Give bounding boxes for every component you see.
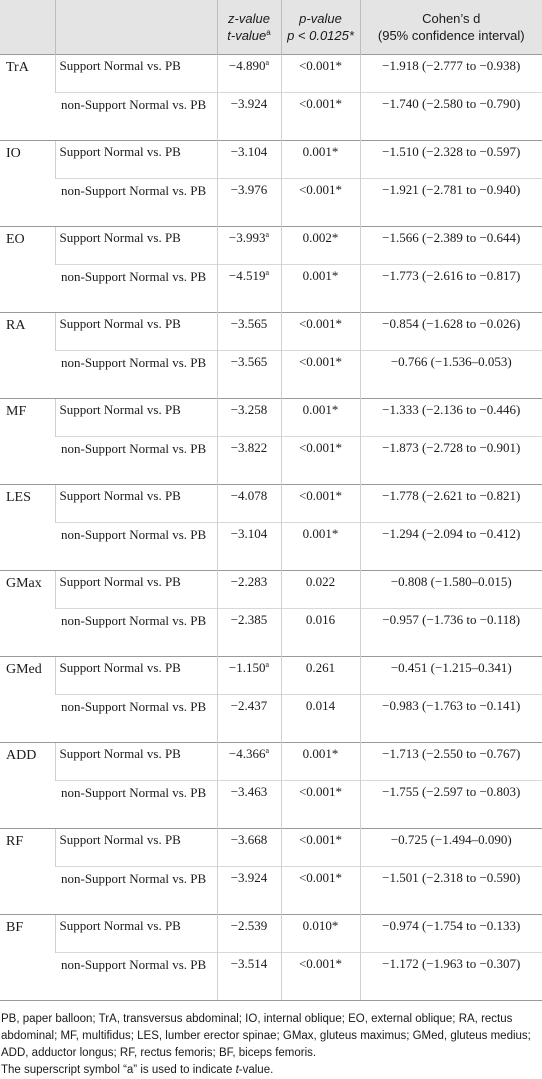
comparison-cell: non-Support Normal vs. PB — [55, 953, 217, 1001]
abbreviations-note: PB, paper balloon; TrA, transversus abdominal; IO, internal oblique; EO, external oblique; RA, rectus abdominal; MF, multifidus; LES, lumber erector spinae; GMax, gluteus maximus; GMed, gluteus medius; ADD, adductor longus; RF, rectus femoris; BF, biceps femoris. — [1, 1013, 531, 1059]
z-t-value-cell — [217, 695, 281, 743]
p-value-cell: 0.261 — [281, 657, 360, 695]
z-t-value-cell — [217, 227, 281, 265]
t-value-sup: a — [265, 660, 270, 669]
table-row — [0, 485, 542, 523]
header-z-t-value — [217, 0, 281, 55]
header-p-value-label: p-value — [299, 11, 342, 26]
comparison-cell: Support Normal vs. PB — [55, 829, 217, 867]
cohens-d-cell: −1.566 (−2.389 to −0.644) — [360, 227, 542, 265]
p-value-cell: 0.014 — [281, 695, 360, 743]
comparison-cell: non-Support Normal vs. PB — [55, 523, 217, 571]
table-row — [0, 657, 542, 695]
comparison-cell: non-Support Normal vs. PB — [55, 265, 217, 313]
z-t-value: −3.514 — [230, 956, 268, 971]
muscle-cell: IO — [0, 141, 55, 227]
table-body — [0, 55, 542, 1001]
header-comparison — [55, 0, 217, 55]
p-value-cell: <0.001* — [281, 313, 360, 351]
z-t-value-cell — [217, 55, 281, 93]
comparison-cell: Support Normal vs. PB — [55, 915, 217, 953]
z-t-value-cell — [217, 867, 281, 915]
z-t-value-cell — [217, 953, 281, 1001]
p-value-cell: 0.001* — [281, 265, 360, 313]
cohens-d-cell: −0.974 (−1.754 to −0.133) — [360, 915, 542, 953]
z-t-value: −3.924 — [230, 870, 268, 885]
z-t-value-cell — [217, 781, 281, 829]
cohens-d-cell: −1.873 (−2.728 to −0.901) — [360, 437, 542, 485]
p-value-cell: 0.022 — [281, 571, 360, 609]
cohens-d-cell: −1.740 (−2.580 to −0.790) — [360, 93, 542, 141]
cohens-d-cell: −0.957 (−1.736 to −0.118) — [360, 609, 542, 657]
header-p-threshold: p < 0.0125* — [287, 28, 354, 43]
muscle-cell: RA — [0, 313, 55, 399]
z-t-value: −2.437 — [230, 698, 268, 713]
table-header — [0, 0, 542, 55]
cohens-d-cell: −0.854 (−1.628 to −0.026) — [360, 313, 542, 351]
p-value-cell: 0.001* — [281, 399, 360, 437]
superscript-note-text: The superscript symbol “a” is used to indicate — [1, 1064, 236, 1076]
p-value-cell: <0.001* — [281, 781, 360, 829]
z-t-value-cell — [217, 179, 281, 227]
comparison-cell: non-Support Normal vs. PB — [55, 179, 217, 227]
comparison-cell: Support Normal vs. PB — [55, 485, 217, 523]
muscle-cell: BF — [0, 915, 55, 1001]
cohens-d-cell: −1.333 (−2.136 to −0.446) — [360, 399, 542, 437]
p-value-cell: <0.001* — [281, 179, 360, 227]
muscle-cell: TrA — [0, 55, 55, 141]
table-row — [0, 695, 542, 743]
table-row — [0, 351, 542, 399]
cohens-d-cell: −1.921 (−2.781 to −0.940) — [360, 179, 542, 227]
table-row — [0, 179, 542, 227]
z-t-value: −3.976 — [230, 182, 268, 197]
cohens-d-cell: −0.451 (−1.215–0.341) — [360, 657, 542, 695]
cohens-d-cell: −1.172 (−1.963 to −0.307) — [360, 953, 542, 1001]
z-t-value: −3.463 — [230, 784, 268, 799]
table-row — [0, 523, 542, 571]
table-footnotes — [0, 1001, 542, 1079]
t-value-sup: a — [265, 268, 270, 277]
p-value-cell: 0.001* — [281, 743, 360, 781]
z-t-value-cell — [217, 571, 281, 609]
p-value-cell: 0.016 — [281, 609, 360, 657]
cohens-d-cell: −0.983 (−1.763 to −0.141) — [360, 695, 542, 743]
cohens-d-cell: −1.773 (−2.616 to −0.817) — [360, 265, 542, 313]
z-t-value: −3.565 — [230, 354, 268, 369]
cohens-d-cell: −0.808 (−1.580–0.015) — [360, 571, 542, 609]
z-t-value: −4.890 — [228, 58, 266, 73]
z-t-value: −3.924 — [230, 96, 268, 111]
table-row — [0, 399, 542, 437]
comparison-cell: non-Support Normal vs. PB — [55, 867, 217, 915]
table-row — [0, 867, 542, 915]
comparison-cell: non-Support Normal vs. PB — [55, 695, 217, 743]
table-row — [0, 437, 542, 485]
comparison-cell: non-Support Normal vs. PB — [55, 781, 217, 829]
cohens-d-cell: −1.755 (−2.597 to −0.803) — [360, 781, 542, 829]
p-value-cell: 0.001* — [281, 141, 360, 179]
muscle-cell: EO — [0, 227, 55, 313]
t-value-sup: a — [265, 58, 270, 67]
comparison-cell: non-Support Normal vs. PB — [55, 93, 217, 141]
z-t-value-cell — [217, 437, 281, 485]
z-t-value-cell — [217, 609, 281, 657]
header-cohens-d — [360, 0, 542, 55]
comparison-cell: Support Normal vs. PB — [55, 141, 217, 179]
z-t-value-cell — [217, 743, 281, 781]
p-value-cell: <0.001* — [281, 55, 360, 93]
z-t-value-cell — [217, 351, 281, 399]
table-row — [0, 141, 542, 179]
z-t-value: −4.366 — [228, 746, 266, 761]
z-t-value: −3.104 — [230, 526, 268, 541]
comparison-cell: non-Support Normal vs. PB — [55, 351, 217, 399]
cohens-d-cell: −1.918 (−2.777 to −0.938) — [360, 55, 542, 93]
header-t-sup: a — [266, 28, 271, 37]
p-value-cell: <0.001* — [281, 351, 360, 399]
cohens-d-cell: −1.294 (−2.094 to −0.412) — [360, 523, 542, 571]
p-value-cell: <0.001* — [281, 437, 360, 485]
t-value-sup: a — [265, 746, 270, 755]
p-value-cell: <0.001* — [281, 953, 360, 1001]
muscle-cell: LES — [0, 485, 55, 571]
z-t-value: −4.078 — [230, 488, 268, 503]
z-t-value: −3.104 — [230, 144, 268, 159]
z-t-value-cell — [217, 915, 281, 953]
header-t-value-label: t-value — [227, 28, 267, 43]
cohens-d-cell: −1.501 (−2.318 to −0.590) — [360, 867, 542, 915]
z-t-value-cell — [217, 399, 281, 437]
z-t-value-cell — [217, 657, 281, 695]
z-t-value: −2.385 — [230, 612, 268, 627]
superscript-note-suffix: -value. — [238, 1064, 274, 1076]
p-value-cell: 0.002* — [281, 227, 360, 265]
table-row — [0, 953, 542, 1001]
t-value-sup: a — [265, 230, 270, 239]
header-cohens-d-label: Cohen’s d — [422, 11, 481, 26]
comparison-cell: Support Normal vs. PB — [55, 571, 217, 609]
table-row — [0, 265, 542, 313]
p-value-cell: <0.001* — [281, 93, 360, 141]
z-t-value: −4.519 — [228, 268, 266, 283]
z-t-value: −3.565 — [230, 316, 268, 331]
z-t-value-cell — [217, 313, 281, 351]
muscle-cell: RF — [0, 829, 55, 915]
table-row — [0, 743, 542, 781]
table-row — [0, 571, 542, 609]
z-t-value-cell — [217, 829, 281, 867]
comparison-cell: Support Normal vs. PB — [55, 657, 217, 695]
z-t-value: −3.258 — [230, 402, 268, 417]
z-t-value: −3.993 — [228, 230, 266, 245]
comparison-cell: Support Normal vs. PB — [55, 227, 217, 265]
comparison-cell: Support Normal vs. PB — [55, 313, 217, 351]
table-row — [0, 915, 542, 953]
p-value-cell: <0.001* — [281, 829, 360, 867]
z-t-value: −3.668 — [230, 832, 268, 847]
p-value-cell: <0.001* — [281, 485, 360, 523]
header-muscle — [0, 0, 55, 55]
p-value-cell: 0.001* — [281, 523, 360, 571]
z-t-value-cell — [217, 485, 281, 523]
table-row — [0, 313, 542, 351]
header-z-value-label: z-value — [228, 11, 270, 26]
superscript-note-term: t — [235, 1064, 239, 1076]
z-t-value-cell — [217, 93, 281, 141]
header-ci-label: (95% confidence interval) — [377, 28, 525, 43]
comparison-cell: non-Support Normal vs. PB — [55, 609, 217, 657]
header-p-value — [281, 0, 360, 55]
muscle-cell: ADD — [0, 743, 55, 829]
muscle-cell: GMed — [0, 657, 55, 743]
table-row — [0, 781, 542, 829]
table-row — [0, 227, 542, 265]
cohens-d-cell: −1.778 (−2.621 to −0.821) — [360, 485, 542, 523]
superscript-note — [1, 1062, 538, 1079]
comparison-cell: non-Support Normal vs. PB — [55, 437, 217, 485]
comparison-cell: Support Normal vs. PB — [55, 743, 217, 781]
z-t-value: −3.822 — [230, 440, 268, 455]
table-row — [0, 55, 542, 93]
cohens-d-cell: −1.510 (−2.328 to −0.597) — [360, 141, 542, 179]
cohens-d-cell: −1.713 (−2.550 to −0.767) — [360, 743, 542, 781]
comparison-cell: Support Normal vs. PB — [55, 399, 217, 437]
z-t-value-cell — [217, 265, 281, 313]
z-t-value: −2.283 — [230, 574, 268, 589]
table-row — [0, 829, 542, 867]
table-row — [0, 93, 542, 141]
muscle-cell: GMax — [0, 571, 55, 657]
comparison-cell: Support Normal vs. PB — [55, 55, 217, 93]
table-row — [0, 609, 542, 657]
muscle-cell: MF — [0, 399, 55, 485]
z-t-value: −2.539 — [230, 918, 268, 933]
cohens-d-cell: −0.766 (−1.536–0.053) — [360, 351, 542, 399]
p-value-cell: <0.001* — [281, 867, 360, 915]
z-t-value: −1.150 — [228, 660, 266, 675]
cohens-d-cell: −0.725 (−1.494–0.090) — [360, 829, 542, 867]
z-t-value-cell — [217, 523, 281, 571]
p-value-cell: 0.010* — [281, 915, 360, 953]
z-t-value-cell — [217, 141, 281, 179]
